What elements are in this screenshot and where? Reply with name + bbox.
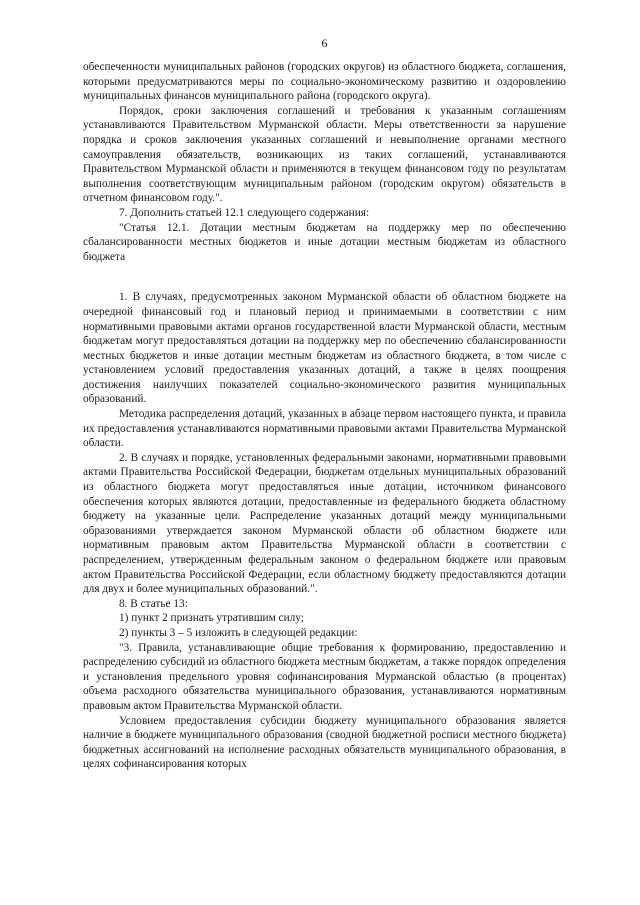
section-gap: [83, 264, 566, 290]
paragraph-11: "3. Правила, устанавливающие общие требования к формированию, предоставлению и распределению субсидий из областного бюджета местным бюджетам, а также порядок определения и установления предельного уровня софинансирования Мурманской областью (в процентах) объема расходного обязательства муниципального образования, устанавливаются нормативным правовым актом Правительства Мурманской области.: [83, 641, 566, 712]
paragraph-9: 1) пункт 2 признать утратившим силу;: [119, 612, 304, 625]
paragraph-5: 1. В случаях, предусмотренных законом Мурманской области об областном бюджете на очередной финансовый год и плановый период и принимаемыми в соответствии с ним нормативными правовыми актами органов государственной власти Мурманской области, местным бюджетам могут предоставляться дотации на поддержку мер по обеспечению сбалансированности местных бюджетов и иные дотации местным бюджетам из областного бюджета, в том числе с установлением условий предоставления указанных дотаций, а также в целях поощрения достижения наилучших показателей социально-экономического развития муниципальных образований.: [83, 291, 566, 406]
page-number: 6: [321, 36, 328, 50]
paragraph-7: 2. В случаях и порядке, установленных федеральными законами, нормативными правовыми актами Правительства Российской Федерации, бюджетам отдельных муниципальных образований из областного бюджета могут предоставляться иные дотации, источником финансового обеспечения которых являются дотации, предоставленные из федерального бюджета областному бюджету на указанные цели. Распределение указанных дотаций между муниципальными образованиями утверждается законом Мурманской области об областном бюджете или нормативным правовым актом Правительства Мурманской области в соответствии с распределением, утвержденным федеральным законом о федеральном бюджете или правовым актом Правительства Российской Федерации, если областному бюджету предоставляются дотации для двух и более муниципальных образований.".: [83, 451, 566, 596]
paragraph-3: 7. Дополнить статьей 12.1 следующего содержания:: [119, 206, 370, 219]
paragraph-1: обеспеченности муниципальных районов (городских округов) из областного бюджета, соглашения, которыми предусматриваются меры по социально-экономическому развитию и оздоровлению муниципальных финансов муниципального района (городского округа).: [83, 61, 566, 103]
paragraph-8: 8. В статье 13:: [119, 597, 188, 610]
paragraph-6: Методика распределения дотаций, указанных в абзаце первом настоящего пункта, и правила их предоставления устанавливаются нормативными правовыми актами Правительства Мурманской области.: [83, 408, 566, 450]
article-heading: "Статья 12.1. Дотации местным бюджетам на поддержку мер по обеспечению сбалансированности местных бюджетов и иные дотации местным бюджетам из областного бюджета: [83, 221, 566, 263]
paragraph-10: 2) пункты 3 – 5 изложить в следующей редакции:: [119, 626, 358, 639]
paragraph-12: Условием предоставления субсидии бюджету муниципального образования является наличие в бюджете муниципального образования (сводной бюджетной росписи местного бюджета) бюджетных ассигнований на исполнение расходных обязательств муниципального образования, в целях софинансирования которых: [83, 714, 566, 771]
paragraph-2: Порядок, сроки заключения соглашений и требования к указанным соглашениям устанавливаются Правительством Мурманской области. Меры ответственности за нарушение порядка и сроков заключения указанных соглашений и невыполнение органами местного самоуправления обязательств, возникающих из таких соглашений, устанавливаются Правительством Мурманской области и применяются в текущем финансовом году по результатам выполнения соответствующим муниципальным районом (городским округом) обязательств в отчетном финансовом году.".: [83, 104, 566, 205]
